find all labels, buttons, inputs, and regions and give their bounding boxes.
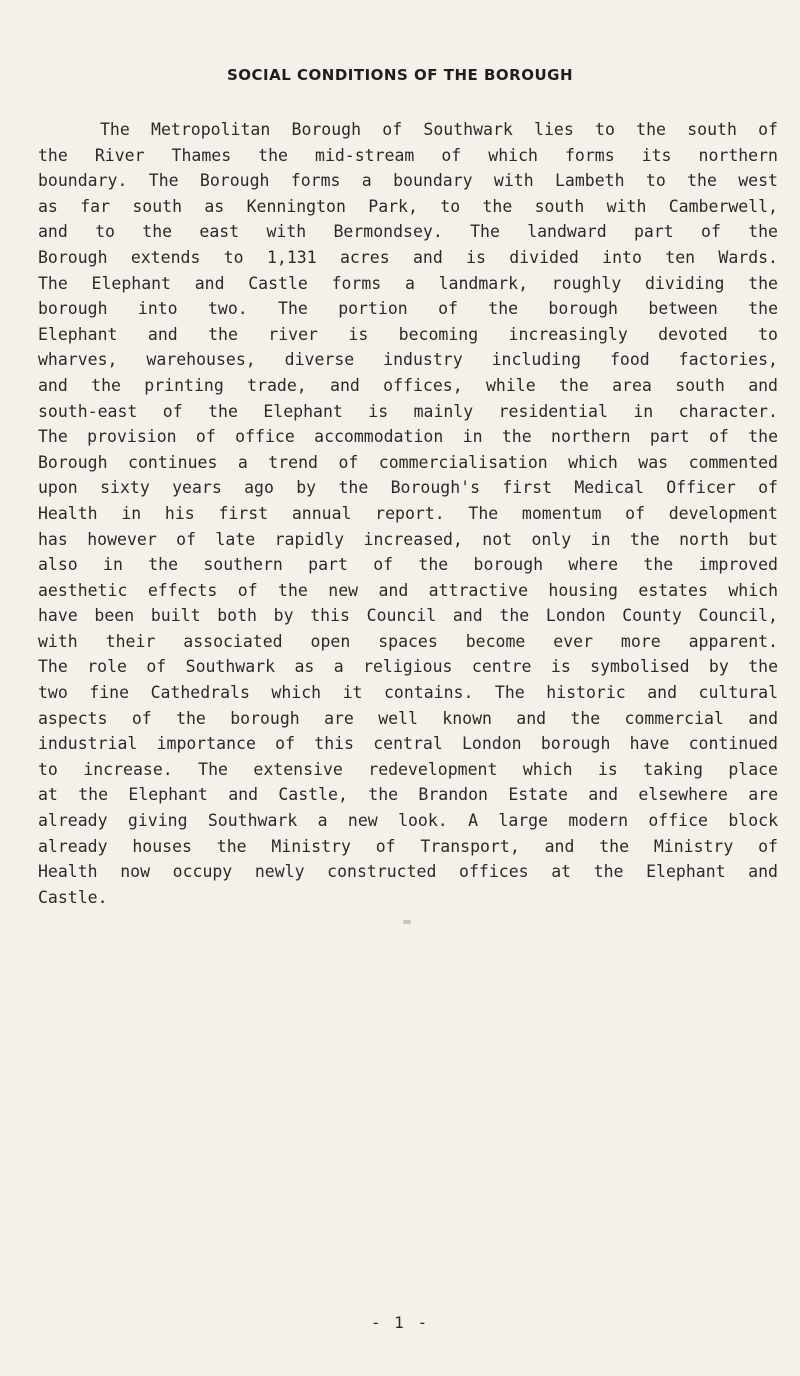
paragraph-line: industrial importance of this central London borough have continued (38, 734, 778, 754)
paragraph-line: Borough continues a trend of commercialisation which was commented (38, 452, 778, 472)
paragraph-line: south-east of the Elephant is mainly residential in character. (38, 401, 778, 421)
paragraph-line: borough into two. The portion of the borough between the (38, 299, 778, 319)
page-number: - 1 - (370, 1313, 430, 1332)
paragraph-line: with their associated open spaces become ever more apparent. (38, 631, 778, 651)
paragraph-line: also in the southern part of the borough where the improved (38, 555, 778, 575)
paragraph-line: The Metropolitan Borough of Southwark lies to the south of (100, 120, 778, 139)
paragraph-line: and to the east with Bermondsey. The landward part of the (38, 222, 778, 242)
paragraph-line: as far south as Kennington Park, to the south with Camberwell, (38, 196, 778, 216)
paragraph-line: has however of late rapidly increased, not only in the north but (38, 529, 778, 549)
paragraph-line: already giving Southwark a new look. A large modern office block (38, 811, 778, 831)
paragraph-line: and the printing trade, and offices, while the area south and (38, 375, 778, 395)
paragraph-line: aspects of the borough are well known and the commercial and (38, 708, 778, 728)
paragraph-line: Castle. (38, 887, 108, 907)
paragraph-line: Health in his first annual report. The momentum of development (38, 503, 778, 523)
paragraph-line: already houses the Ministry of Transport, and the Ministry of (38, 836, 778, 856)
paragraph-line: the River Thames the mid-stream of which forms its northern (38, 145, 778, 165)
paragraph-line: The role of Southwark as a religious centre is symbolised by the (38, 657, 778, 677)
paragraph-line: Health now occupy newly constructed offices at the Elephant and (38, 862, 778, 882)
paragraph-line: at the Elephant and Castle, the Brandon Estate and elsewhere are (38, 785, 778, 805)
scan-mark (403, 920, 411, 924)
paragraph-line: The Elephant and Castle forms a landmark, roughly dividing the (38, 273, 778, 293)
body-paragraph (38, 117, 778, 910)
paragraph-line: boundary. The Borough forms a boundary with Lambeth to the west (38, 171, 778, 191)
paragraph-line: wharves, warehouses, diverse industry including food factories, (38, 350, 778, 370)
paragraph-line: The provision of office accommodation in the northern part of the (38, 427, 778, 447)
paragraph-line: two fine Cathedrals which it contains. The historic and cultural (38, 683, 778, 703)
paragraph-line: upon sixty years ago by the Borough's first Medical Officer of (38, 478, 778, 498)
paragraph-line: Elephant and the river is becoming increasingly devoted to (38, 324, 778, 344)
paragraph-line: to increase. The extensive redevelopment which is taking place (38, 759, 778, 779)
page-title: SOCIAL CONDITIONS OF THE BOROUGH (226, 66, 574, 84)
paragraph-line: Borough extends to 1,131 acres and is divided into ten Wards. (38, 247, 778, 267)
paragraph-line: have been built both by this Council and the London County Council, (38, 606, 778, 626)
paragraph-line: aesthetic effects of the new and attractive housing estates which (38, 580, 778, 600)
